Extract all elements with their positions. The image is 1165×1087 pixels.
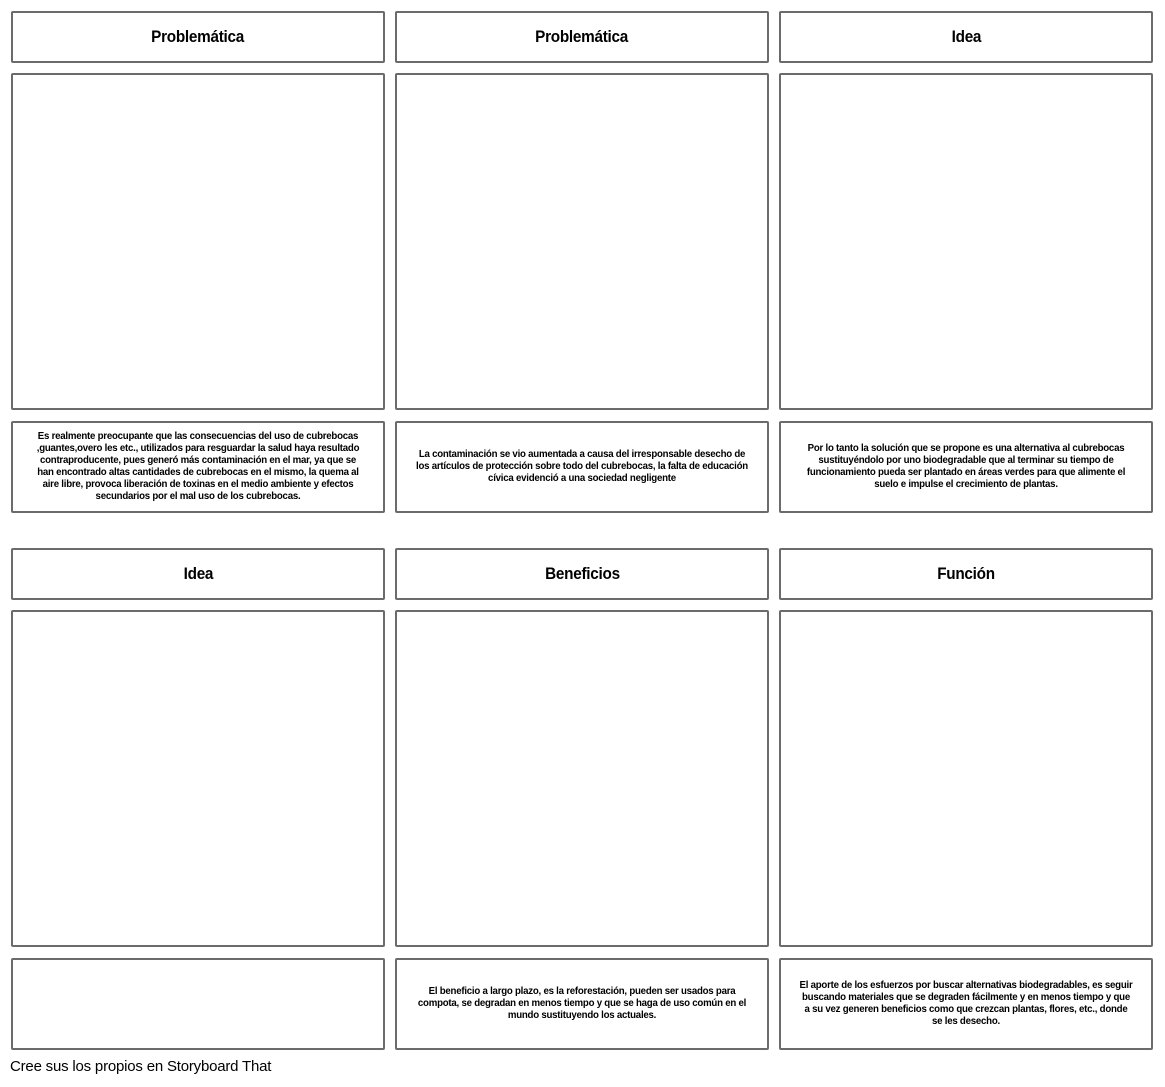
panel-6-title-text: Función	[937, 564, 995, 583]
panel-2-scene[interactable]	[395, 73, 769, 410]
panel-3-title[interactable]	[779, 11, 1153, 63]
panel-6-title[interactable]	[779, 548, 1153, 600]
panel-5-title-text: Beneficios	[544, 564, 620, 583]
panel-4-title[interactable]	[11, 548, 385, 600]
panel-2-title-text: Problemática	[535, 27, 629, 46]
panel-1-scene[interactable]	[11, 73, 385, 410]
panel-3-scene[interactable]	[779, 73, 1153, 410]
panel-6-caption-text: El aporte de los esfuerzos por buscar alternativas biodegradables, es seguir buscando materiales que se degraden fácilmente y en menos tiempo y que a su vez generen beneficios como que crezcan plantas, flores, etc., donde se les desecho.	[799, 980, 1133, 1027]
panel-3-caption[interactable]	[779, 421, 1153, 513]
panel-2-title[interactable]	[395, 11, 769, 63]
panel-1-caption[interactable]	[11, 421, 385, 513]
panel-5-caption[interactable]	[395, 958, 769, 1050]
panel-2-caption[interactable]	[395, 421, 769, 513]
panel-5-title[interactable]	[395, 548, 769, 600]
panel-3-title-text: Idea	[951, 27, 981, 46]
panel-3-caption-text: Por lo tanto la solución que se propone es una alternativa al cubrebocas sustituyéndolo por uno biodegradable que al terminar su tiempo de funcionamiento pueda ser plantado en áreas verdes para que alimente el suelo e impulse el crecimiento de plantas.	[806, 443, 1126, 490]
panel-5-caption-text: El beneficio a largo plazo, es la reforestación, pueden ser usados para compota, se degradan en menos tiempo y que se haga de uso común en el mundo sustituyendo los actuales.	[417, 986, 747, 1021]
panel-5-scene[interactable]	[395, 610, 769, 947]
panel-4-caption[interactable]	[11, 958, 385, 1050]
panel-1-caption-text: Es realmente preocupante que las consecuencias del uso de cubrebocas ,guantes,overo les etc., utilizados para resguardar la salud haya resultado contraproducente, pues generó más contaminación en el mar, ya que se han encontrado altas cantidades de cubrebocas en el mismo, la quema al aire libre, provoca liberación de toxinas en el medio ambiente y efectos secundarios por el mal uso de los cubrebocas.	[36, 431, 360, 502]
panel-2-caption-text: La contaminación se vio aumentada a causa del irresponsable desecho de los artículos de protección sobre todo del cubrebocas, la falta de educación cívica evidenció a una sociedad negligente	[416, 449, 748, 484]
panel-1-title[interactable]	[11, 11, 385, 63]
panel-6-scene[interactable]	[779, 610, 1153, 947]
panel-6-caption[interactable]	[779, 958, 1153, 1050]
panel-4-title-text: Idea	[183, 564, 213, 583]
panel-1-title-text: Problemática	[151, 27, 245, 46]
storyboard-that-link[interactable]: Cree sus los propios en Storyboard That	[10, 1058, 272, 1075]
footer	[10, 1058, 271, 1075]
panel-4-scene[interactable]	[11, 610, 385, 947]
